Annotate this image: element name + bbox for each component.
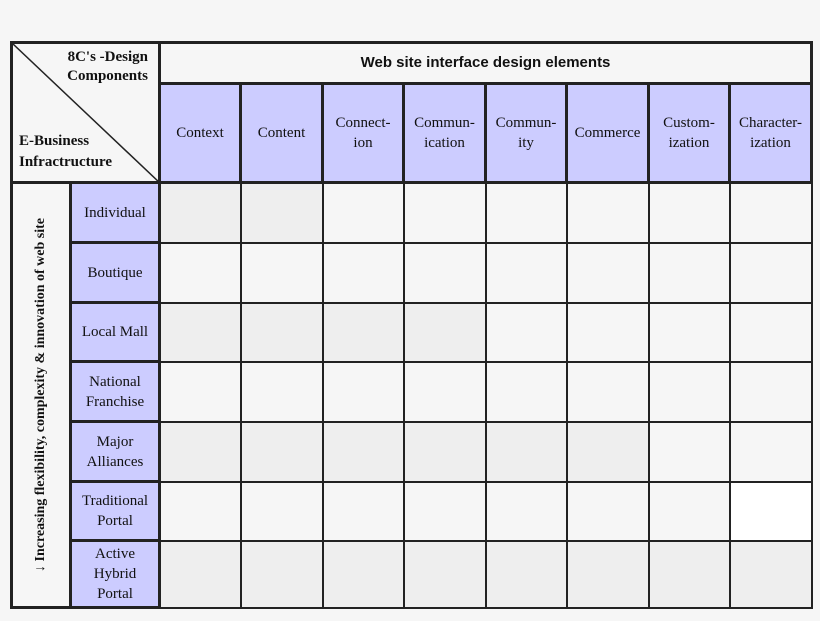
column-header (323, 84, 404, 183)
matrix-cell (649, 541, 730, 608)
matrix-cell (323, 183, 404, 243)
table-row (12, 362, 812, 422)
matrix-cell (404, 362, 486, 422)
matrix-cell (241, 422, 323, 482)
matrix-cell (486, 243, 567, 303)
text-line: Portal (97, 586, 133, 602)
matrix-cell (160, 243, 241, 303)
matrix-cell (404, 482, 486, 541)
row-header (71, 362, 160, 422)
matrix-cell (567, 541, 649, 608)
text-line: Character- (739, 115, 802, 131)
text-line: ion (353, 135, 373, 151)
side-axis-label (12, 183, 71, 608)
matrix-cell (323, 541, 404, 608)
matrix-cell (649, 303, 730, 362)
text-line: Boutique (87, 264, 143, 281)
text-line: Context (176, 125, 224, 141)
text-line: Commun- (495, 115, 557, 131)
column-header (730, 84, 812, 183)
matrix-cell (404, 541, 486, 608)
matrix-cell (730, 541, 812, 608)
matrix-cell (486, 183, 567, 243)
corner-header (12, 43, 160, 183)
matrix-cell (649, 183, 730, 243)
text-line: National (89, 373, 141, 390)
column-header (404, 84, 486, 183)
row-header (71, 541, 160, 608)
text-line: ization (668, 135, 710, 151)
corner-top-label (67, 48, 148, 86)
column-header (160, 84, 241, 183)
text-line: Individual (84, 204, 146, 221)
matrix-cell (160, 541, 241, 608)
text-line: ity (518, 135, 534, 151)
matrix-cell (649, 482, 730, 541)
table-row (12, 482, 812, 541)
matrix-cell (404, 183, 486, 243)
table-row (12, 303, 812, 362)
matrix-cell (241, 482, 323, 541)
row-header (71, 243, 160, 303)
matrix-cell (160, 482, 241, 541)
row-header (71, 183, 160, 243)
matrix-cell (567, 183, 649, 243)
matrix-cell (730, 362, 812, 422)
text-line: Active (95, 546, 135, 562)
table-row (12, 183, 812, 243)
text-line: Content (257, 125, 306, 141)
matrix-cell (241, 303, 323, 362)
column-header (567, 84, 649, 183)
corner-top-line: Components (67, 68, 148, 84)
row-header (71, 303, 160, 362)
table-row (12, 422, 812, 482)
matrix-cell (649, 422, 730, 482)
matrix-cell (730, 482, 812, 541)
row-header (71, 422, 160, 482)
matrix-cell (730, 422, 812, 482)
text-line: Connect- (335, 115, 391, 131)
text-line: Alliances (86, 453, 144, 470)
text-line: Commerce (574, 125, 641, 141)
matrix-cell (730, 303, 812, 362)
table-row (12, 243, 812, 303)
matrix-cell (160, 183, 241, 243)
text-line: ization (750, 135, 791, 151)
text-line: Major (96, 433, 134, 450)
matrix-cell (160, 303, 241, 362)
table-row (12, 541, 812, 608)
text-line: Custom- (663, 115, 715, 131)
matrix-table (10, 41, 813, 609)
matrix-cell (404, 422, 486, 482)
column-header (241, 84, 323, 183)
matrix-cell (241, 243, 323, 303)
corner-bottom-line: E-Business (19, 133, 90, 149)
text-line: Traditional (81, 493, 149, 509)
matrix-cell (323, 243, 404, 303)
matrix-cell (486, 422, 567, 482)
corner-top-line: 8C's -Design (67, 49, 148, 65)
matrix-cell (486, 362, 567, 422)
text-line: Commun- (414, 115, 475, 131)
text-line: Local Mall (81, 324, 149, 340)
matrix-cell (486, 482, 567, 541)
row-header (71, 482, 160, 541)
matrix-cell (160, 362, 241, 422)
corner-bottom-line: Infractructure (19, 154, 113, 170)
design-matrix (10, 41, 813, 609)
matrix-cell (241, 183, 323, 243)
matrix-cell (323, 482, 404, 541)
matrix-cell (323, 362, 404, 422)
matrix-cell (567, 482, 649, 541)
side-axis-text: ↓ Increasing flexibility, complexity & innovation of web site (33, 217, 48, 573)
matrix-cell (323, 422, 404, 482)
matrix-cell (241, 541, 323, 608)
corner-bottom-label (19, 131, 112, 173)
table-title: Web site interface design elements (160, 43, 812, 84)
matrix-cell (567, 303, 649, 362)
matrix-cell (486, 303, 567, 362)
column-header (486, 84, 567, 183)
matrix-cell (567, 362, 649, 422)
matrix-cell (404, 303, 486, 362)
matrix-cell (241, 362, 323, 422)
column-header (649, 84, 730, 183)
matrix-cell (730, 183, 812, 243)
matrix-cell (567, 422, 649, 482)
matrix-cell (649, 362, 730, 422)
matrix-cell (567, 243, 649, 303)
matrix-cell (404, 243, 486, 303)
text-line: Hybrid (93, 566, 137, 582)
matrix-cell (730, 243, 812, 303)
matrix-cell (160, 422, 241, 482)
matrix-cell (323, 303, 404, 362)
text-line: Franchise (85, 393, 145, 410)
text-line: ication (424, 135, 465, 151)
text-line: Portal (97, 513, 133, 529)
matrix-cell (649, 243, 730, 303)
matrix-cell (486, 541, 567, 608)
